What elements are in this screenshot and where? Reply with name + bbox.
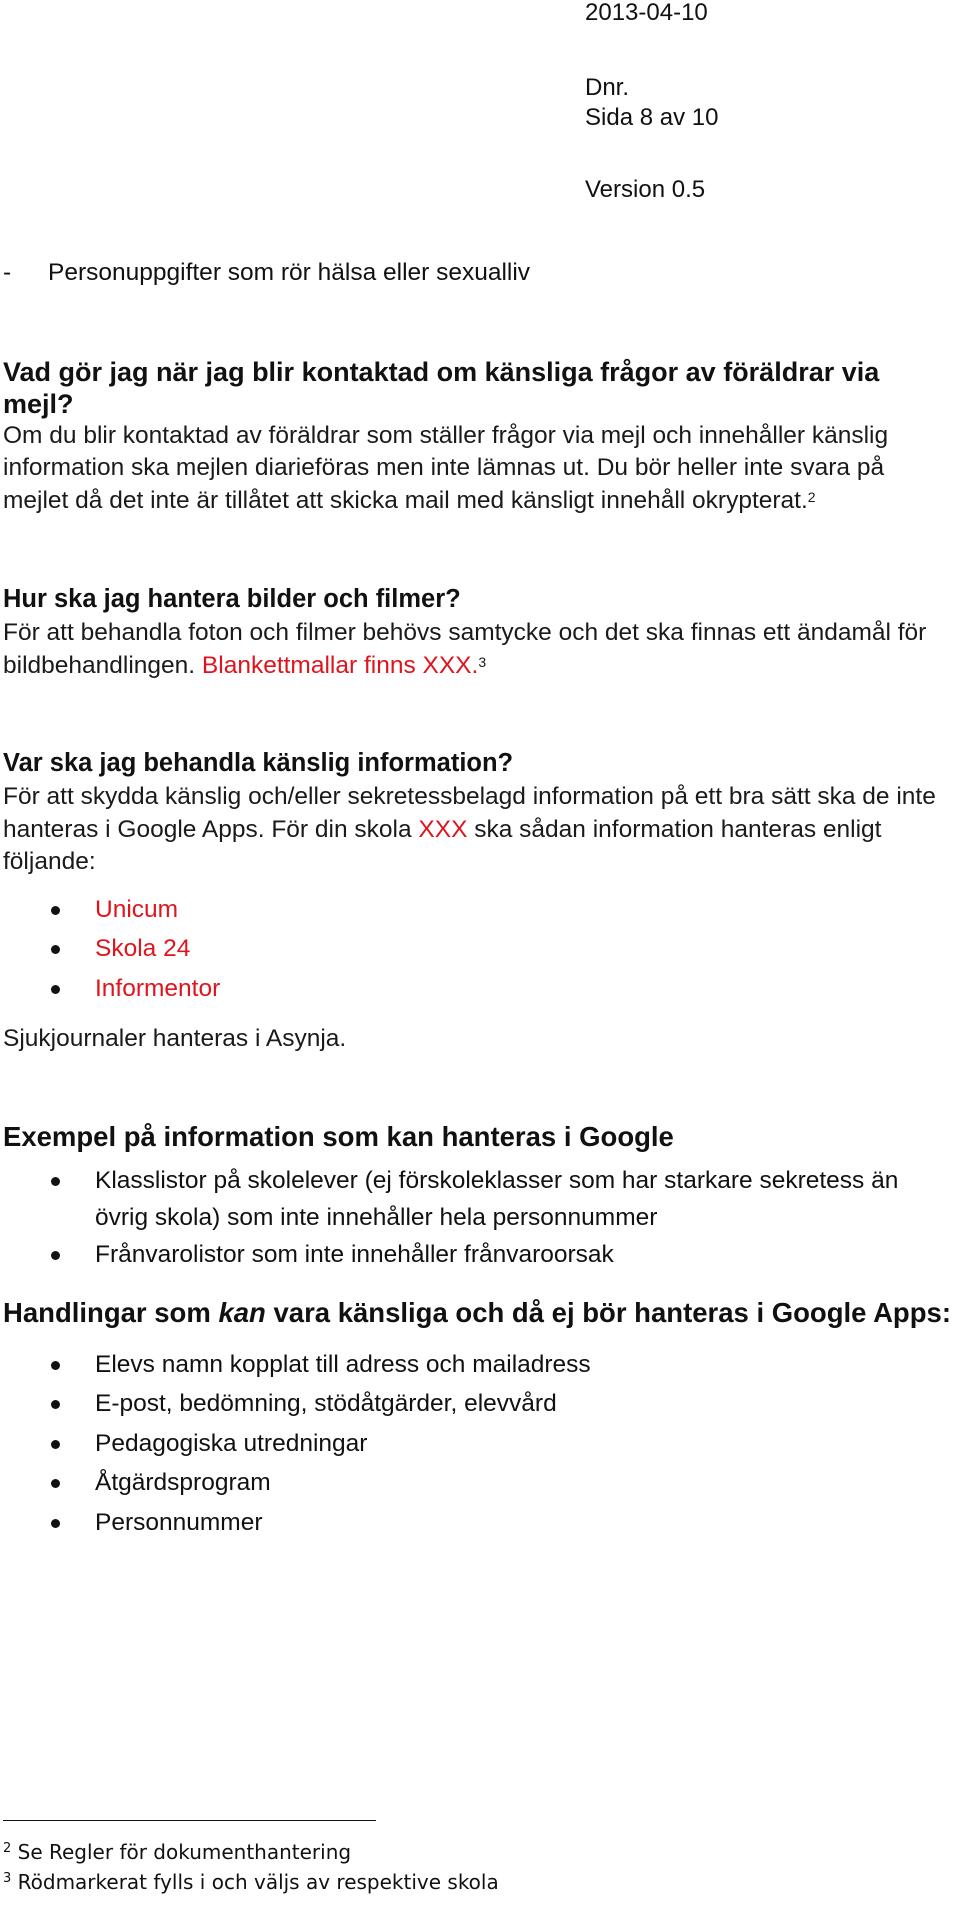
heading-documents-italic: kan [218,1296,266,1328]
footnote-number: 3 [3,1871,12,1886]
list-item: Klasslistor på skolelever (ej förskoleklasser som har starkare sekretess än övrig skola) som inte innehåller hela personnummer [3,1162,953,1236]
heading-images-question: Hur ska jag hantera bilder och filmer? [3,585,461,613]
paragraph-sjukjournaler: Sjukjournaler hanteras i Asynja. [3,1025,347,1052]
list-item: Åtgärdsprogram [3,1463,953,1503]
list-item: Elevs namn kopplat till adress och mailadress [3,1345,953,1385]
footnote-ref-2: 2 [807,488,816,505]
paragraph-sensitive-before: För att skydda känslig och/eller sekretessbelagd information på ett bra sätt ska de inte hanteras i Google Apps. För din skola [3,783,936,843]
header-dnr: Dnr. [585,74,630,101]
heading-examples: Exempel på information som kan hanteras i Google [3,1120,674,1152]
footnote-number: 2 [3,1841,12,1856]
paragraph-sensitive [3,781,953,879]
list-item: Informentor [3,969,953,1009]
list-item: Pedagogiska utredningar [3,1424,953,1464]
footnote-3 [3,1867,499,1897]
header-version: Version 0.5 [585,176,706,203]
footnotes [3,1837,499,1897]
paragraph-mail [3,420,953,518]
system-list [3,890,953,1009]
blankettmallar-red-text: Blankettmallar finns XXX. [201,651,479,679]
header-date: 2013-04-10 [585,0,708,26]
paragraph-mail-text: Om du blir kontaktad av föräldrar som ställer frågor via mejl och innehåller känslig information ska mejlen diarieföras men inte lämnas ut. Du bör heller inte svara på mejlet då det inte är tillåtet att skicka mail med känsligt innehåll okrypterat. [3,421,889,514]
list-item: Personnummer [3,1503,953,1543]
examples-list [3,1162,953,1273]
list-item: Skola 24 [3,929,953,969]
list-item: Frånvarolistor som inte innehåller frånvaroorsak [3,1236,953,1273]
header-page-number: Sida 8 av 10 [585,104,719,131]
heading-documents [3,1295,953,1331]
heading-documents-after: vara känsliga och då ej bör hanteras i Google Apps: [265,1296,951,1328]
dash-list-item [3,257,953,290]
school-placeholder-red: XXX [418,815,468,843]
footnote-text: Rödmarkerat fylls i och väljs av respektive skola [17,1870,499,1894]
footnote-divider [3,1820,376,1821]
footnote-ref-3: 3 [478,653,487,670]
paragraph-sensitive-after: ska sådan information hanteras enligt följande: [3,815,882,875]
list-item: Unicum [3,890,953,930]
footnote-text: Se Regler för dokumenthantering [17,1840,352,1864]
heading-sensitive-question: Var ska jag behandla känslig information? [3,749,514,777]
footnote-2 [3,1837,499,1867]
paragraph-images-text: För att behandla foton och filmer behövs samtycke och det ska finnas ett ändamål för bildbehandlingen. [3,619,927,679]
heading-documents-before: Handlingar som [3,1296,219,1328]
documents-list [3,1345,953,1543]
heading-mail-question: Vad gör jag när jag blir kontaktad om känsliga frågor av föräldrar via mejl? [3,356,880,419]
paragraph-images [3,617,953,682]
document-body [3,257,953,1542]
list-item: E-post, bedömning, stödåtgärder, elevvård [3,1384,953,1424]
dash-item-text: Personuppgifter som rör hälsa eller sexualliv [48,259,531,286]
dash-marker: - [3,259,12,286]
